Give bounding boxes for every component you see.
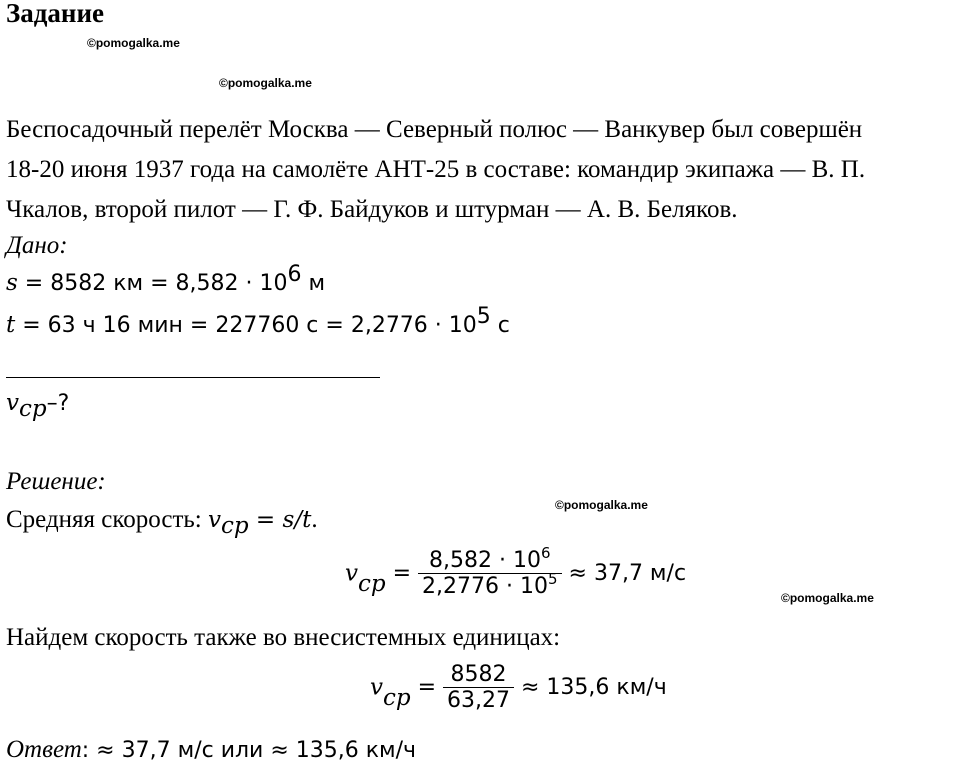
divider-line [6,377,380,378]
eq2-v: v [370,674,383,701]
distance-exponent: 6 [287,262,302,287]
distance-value: = 8582 км = 8,582 · 10 [17,271,288,296]
var-s: s [6,270,18,296]
answer-text: : ≈ 37,7 м/с или ≈ 135,6 км/ч [81,738,417,763]
eq1-equals: = [385,561,419,586]
formula-rhs: = s/t [248,507,312,533]
find-quantity [6,390,70,422]
solution-label: Решение: [6,468,106,495]
eq2-fraction [443,662,514,713]
formula-period: . [311,506,318,533]
answer-label: Ответ [6,736,82,763]
given-distance [6,262,326,296]
eq1-denominator: $2,2776 \cdot 10^5$ [418,573,562,599]
eq2-result: ≈ 135,6 км/ч [514,675,667,700]
time-value: = 63 ч 16 мин = 227760 с = 2,2776 · 10 [15,313,477,338]
formula-v: v [208,507,222,533]
equation-kmh [370,662,667,713]
var-v-subscript: ср [19,396,47,422]
off-system-text: Найдем скорость также во внесистемных единицах: [6,624,561,651]
average-speed-text: Средняя скорость: [6,506,209,533]
time-unit: с [490,313,510,338]
eq1-numerator: $8,582 \cdot 10^6$ [429,544,551,573]
equation-si [345,544,687,599]
answer-line [6,736,416,764]
problem-line-2: 18-20 июня 1937 года на самолёте АНТ-25 в составе: командир экипажа — В. П. [6,156,866,183]
watermark: ©pomogalka.me [555,498,648,512]
eq2-numerator: 8582 [450,662,507,687]
page-title: Задание [6,0,105,28]
time-exponent: 5 [476,304,491,329]
eq2-denominator: 63,27 [443,687,514,713]
problem-line-3: Чкалов, второй пилот — Г. Ф. Байдуков и штурман — А. В. Беляков. [6,196,738,223]
var-v: v [6,390,19,416]
formula-v-subscript: ср [221,513,249,539]
watermark: ©pomogalka.me [87,36,180,50]
eq1-v: v [345,560,358,587]
eq1-v-subscript: ср [358,571,386,598]
eq1-result: ≈ 37,7 м/с [561,561,687,586]
watermark: ©pomogalka.me [781,591,874,605]
eq2-equals: = [410,675,444,700]
problem-line-1: Беспосадочный перелёт Москва — Северный полюс — Ванкувер был совершён [6,116,863,143]
given-label: Дано: [6,232,68,259]
eq1-fraction [418,544,562,599]
var-t: t [6,312,16,338]
given-time [6,304,510,338]
average-speed-line [6,506,318,539]
distance-unit: м [301,271,326,296]
eq2-v-subscript: ср [383,685,411,712]
find-question: –? [46,391,70,416]
watermark: ©pomogalka.me [219,76,312,90]
